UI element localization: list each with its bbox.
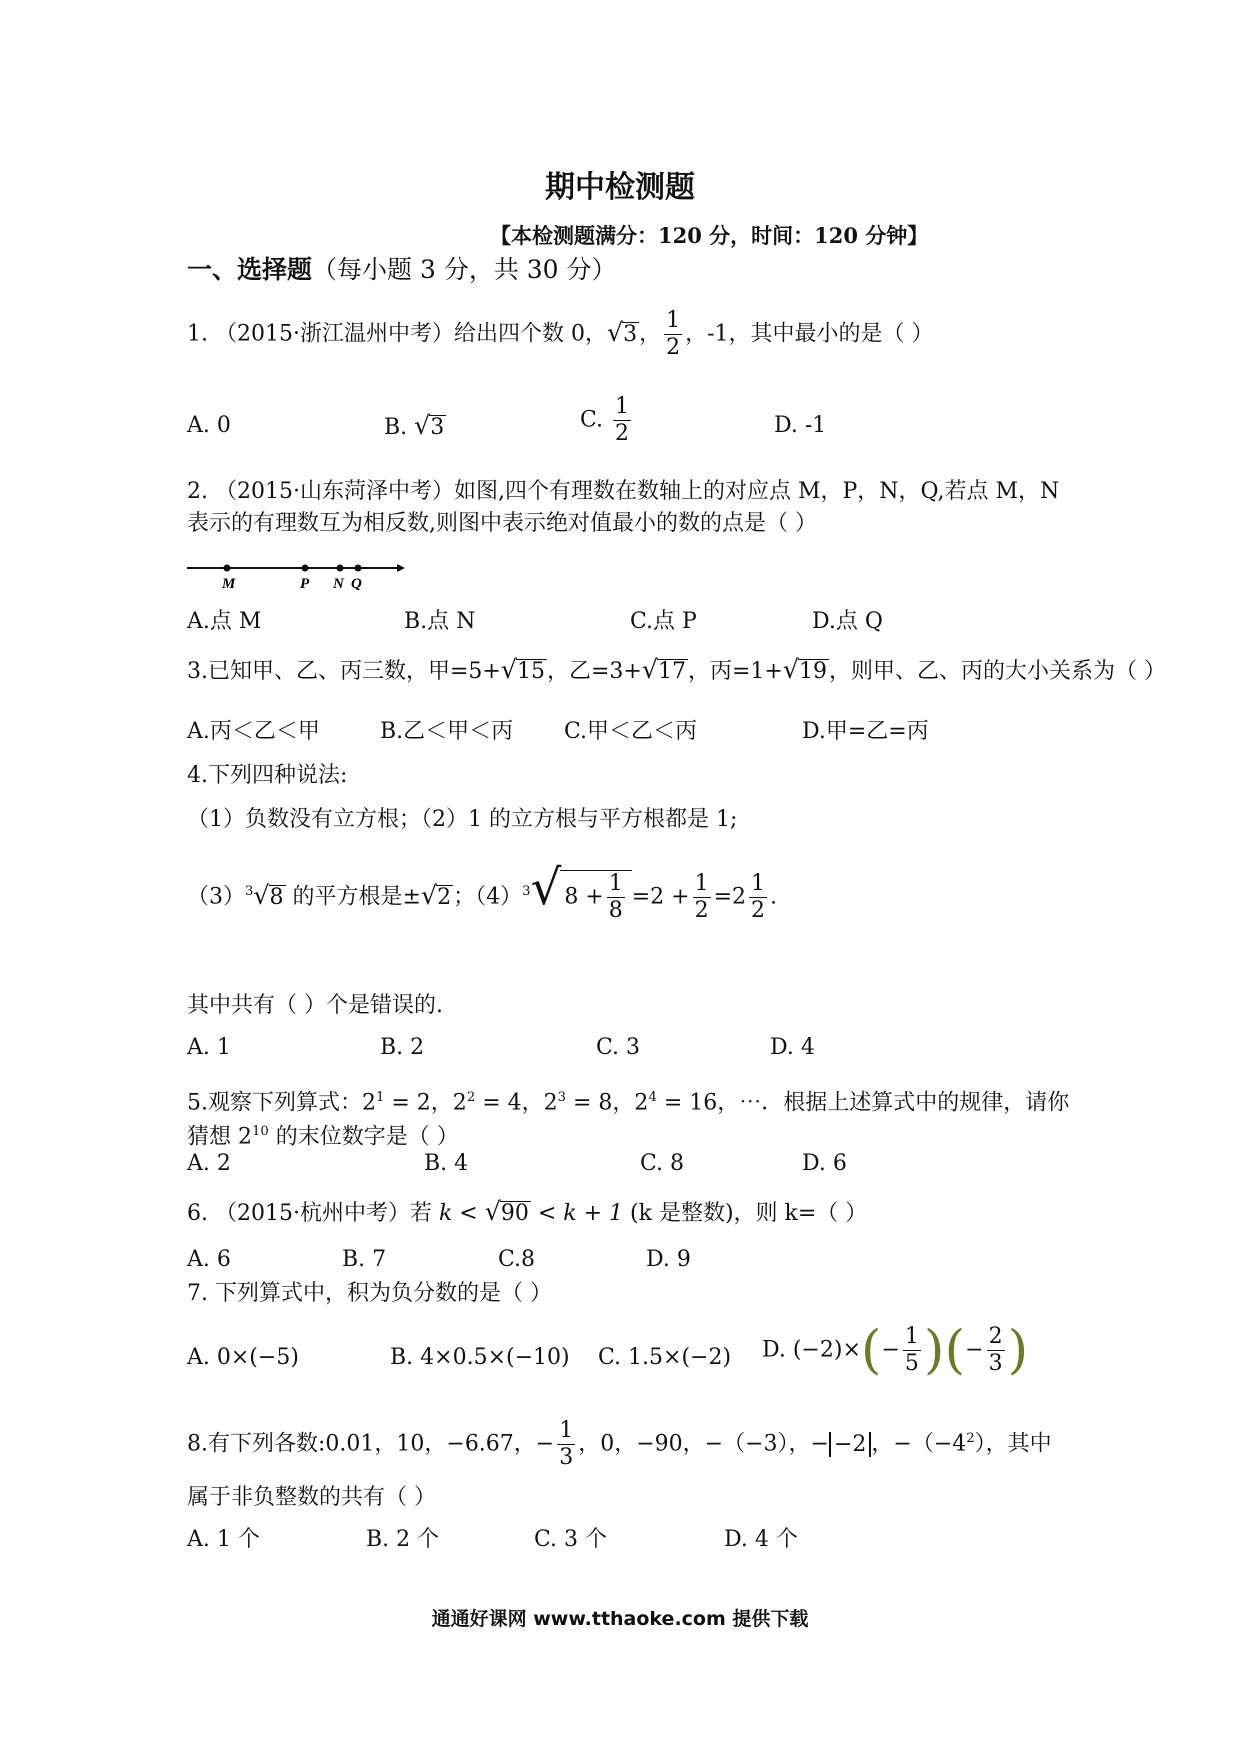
page-title: 期中检测题 (545, 170, 695, 205)
q8-option-d: D. 4 个 (724, 1527, 798, 1552)
q2-line-1: 2. （2015·山东菏泽中考）如图,四个有理数在数轴上的对应点 M，P，N，Q,若点 M，N (187, 479, 1060, 504)
q8-option-a: A. 1 个 (187, 1527, 260, 1552)
q7-option-c: C. 1.5×(−2) (598, 1345, 732, 1370)
q1-fraction: $\frac{1}{2}$ (666, 308, 681, 360)
q1-stem-b: ，-1，其中最小的是（ ） (685, 321, 934, 347)
q2-line-2: 表示的有理数互为相反数,则图中表示绝对值最小的数的点是（ ） (187, 511, 817, 536)
q5-line-1: 5.观察下列算式：$2^1 = 2$，$2^2 = 4$，$2^3 = 8$，$2^4 = 16$，⋯．根据上述算式中的规律，请你 (187, 1090, 1070, 1116)
point-label: N (333, 576, 344, 590)
q4-line-1: （1）负数没有立方根；（2）1 的立方根与平方根都是 1; (187, 807, 738, 832)
q5-option-a: A. 2 (187, 1151, 231, 1176)
q4-question: 其中共有（ ）个是错误的. (187, 993, 443, 1018)
q2-option-b: B.点 N (404, 609, 476, 634)
q7-option-d: D. (−2)×(− $\frac{1}{5}$ )(− $\frac{2}{3}$ ) (762, 1319, 1029, 1381)
point-label: Q (351, 576, 362, 590)
section-note: （每小题 3 分，共 30 分） (312, 255, 617, 284)
number-line (185, 556, 405, 590)
q1-sqrt: 3 (623, 321, 638, 347)
q4-line-2: $(3)^3√8$ 的平方根是±√2；$(4)^3√$ 8 + $\frac{1}{8}$ =2 + $\frac{1}{2}$ =2 $\frac{1}{2}$ . (187, 859, 778, 923)
q2-option-d: D.点 Q (812, 609, 883, 634)
q6-option-d: D. 9 (646, 1247, 691, 1272)
q7-stem: 7. 下列算式中，积为负分数的是（ ） (187, 1281, 552, 1306)
q2-option-a: A.点 M (187, 609, 262, 634)
q8-option-c: C. 3 个 (534, 1527, 608, 1552)
q5-option-d: D. 6 (802, 1151, 847, 1176)
q6-option-b: B. 7 (342, 1247, 387, 1272)
point-q (355, 565, 362, 572)
q5-option-b: B. 4 (424, 1151, 469, 1176)
q6-option-a: A. 6 (187, 1247, 231, 1272)
q6-option-c: C.8 (498, 1247, 536, 1272)
point-n (337, 565, 344, 572)
question-6: 6. （2015·杭州中考）若 k < √90 < k + 1 (k 是整数)，则 k=（ ） (187, 1197, 868, 1226)
point-label: P (300, 576, 310, 590)
q7-option-a: A. 0×(−5) (187, 1345, 299, 1370)
q5-line-2: 猜想 $2^{10}$ 的末位数字是（ ） (187, 1124, 459, 1150)
section-heading (187, 250, 617, 286)
point-p (302, 565, 309, 572)
q5-option-c: C. 8 (640, 1151, 685, 1176)
q1-option-c: C. $\frac{1}{2}$ (580, 394, 630, 446)
q4-stem: 4.下列四种说法: (187, 763, 348, 788)
footer: 通通好课网 www.tthaoke.com 提供下载 (431, 1608, 809, 1630)
q8-option-b: B. 2 个 (366, 1527, 440, 1552)
q1-option-b: B. √3 (384, 411, 445, 440)
q3-option-a: A.丙＜乙＜甲 (187, 719, 320, 744)
section-name: 一、选择题 (187, 255, 313, 284)
q2-option-c: C.点 P (630, 609, 697, 634)
q1-option-a: A. 0 (187, 413, 231, 438)
q1-option-d: D. -1 (774, 413, 827, 438)
question-3: 3.已知甲、乙、丙三数，甲=5+√15，乙=3+√17，丙=1+√19，则甲、乙、丙的大小关系为（ ） (187, 655, 1166, 684)
q4-option-b: B. 2 (380, 1035, 425, 1060)
point-m (224, 565, 231, 572)
q3-option-d: D.甲=乙=丙 (802, 719, 929, 744)
point-label: M (222, 576, 236, 590)
q7-option-b: B. 4×0.5×(−10) (390, 1345, 570, 1370)
q1-stem-a: 1. （2015·浙江温州中考）给出四个数 0， (187, 321, 607, 347)
q3-option-b: B.乙＜甲＜丙 (380, 719, 514, 744)
q4-option-a: A. 1 (187, 1035, 231, 1060)
q8-line-2: 属于非负整数的共有（ ） (187, 1485, 436, 1510)
question-1: 1. （2015·浙江温州中考）给出四个数 0，√3， $\frac{1}{2}$ ，-1，其中最小的是（ ） (187, 308, 934, 360)
q3-option-c: C.甲＜乙＜丙 (564, 719, 698, 744)
q4-option-c: C. 3 (596, 1035, 641, 1060)
exam-info: 【本检测题满分：120 分，时间：120 分钟】 (490, 223, 929, 248)
q8-line-1: 8.有下列各数:0.01，10，−6.67，− $\frac{1}{3}$ ，0，−90，−（−3），− −2 ，$-(-4^2)$，其中 (187, 1418, 1052, 1470)
q4-option-d: D. 4 (770, 1035, 815, 1060)
